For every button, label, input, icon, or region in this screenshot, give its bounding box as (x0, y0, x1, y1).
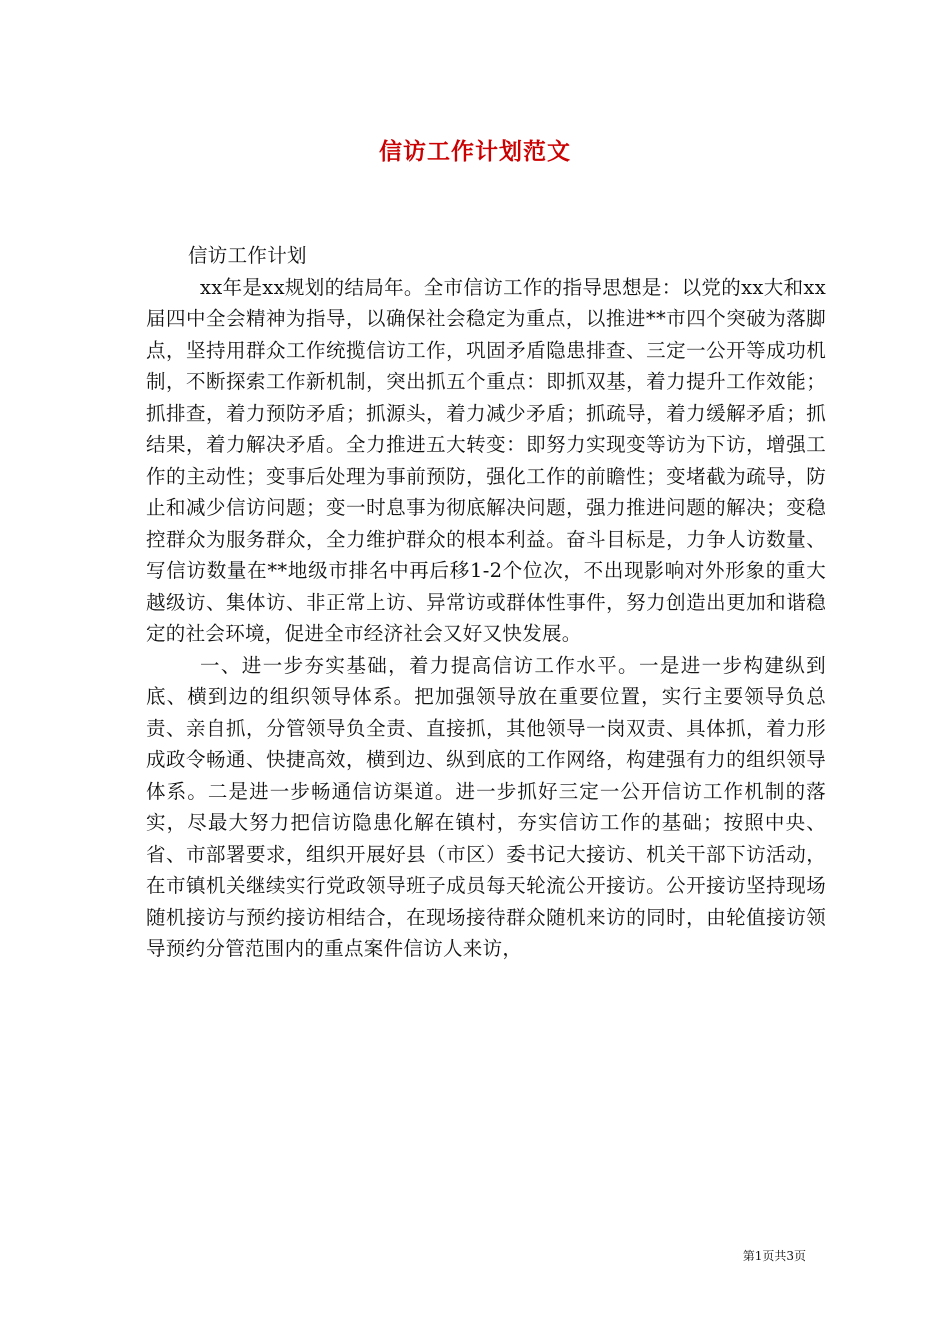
section-subheading: 信访工作计划 (188, 244, 307, 267)
paragraph: 一、进一步夯实基础，着力提高信访工作水平。一是进一步构建纵到底、横到边的组织领导体系。把加强领导放在重要位置，实行主要领导负总责、亲自抓，分管领导负全责、直接抓，其他领导一岗双责、具体抓，着力形成政令畅通、快捷高效，横到边、纵到底的工作网络，构建强有力的组织领导体系。二是进一步畅通信访渠道。进一步抓好三定一公开信访工作机制的落实，尽最大努力把信访隐患化解在镇村，夯实信访工作的基础；按照中央、省、市部署要求，组织开展好县（市区）委书记大接访、机关干部下访活动，在市镇机关继续实行党政领导班子成员每天轮流公开接访。公开接访坚持现场随机接访与预约接访相结合，在现场接待群众随机来访的同时，由轮值接访领导预约分管范围内的重点案件信访人来访， (146, 653, 826, 960)
document-body (146, 240, 826, 965)
paragraph: xx年是xx规划的结局年。全市信访工作的指导思想是：以党的xx大和xx届四中全会精神为指导，以确保社会稳定为重点，以推进**市四个突破为落脚点，坚持用群众工作统揽信访工作，巩固矛盾隐患排查、三定一公开等成功机制，不断探索工作新机制，突出抓五个重点：即抓双基，着力提升工作效能；抓排查，着力预防矛盾；抓源头，着力减少矛盾；抓疏导，着力缓解矛盾；抓结果，着力解决矛盾。全力推进五大转变：即努力实现变等访为下访，增强工作的主动性；变事后处理为事前预防，强化工作的前瞻性；变堵截为疏导，防止和减少信访问题；变一时息事为彻底解决问题，强力推进问题的解决；变稳控群众为服务群众，全力维护群众的根本利益。奋斗目标是，力争人访数量、写信访数量在**地级市排名中再后移1-2个位次，不出现影响对外形象的重大越级访、集体访、非正常上访、异常访或群体性事件，努力创造出更加和谐稳定的社会环境，促进全市经济社会又好又快发展。 (146, 275, 826, 645)
page-number: 第1页共3页 (742, 1249, 806, 1263)
document-title: 信访工作计划范文 (379, 138, 571, 165)
